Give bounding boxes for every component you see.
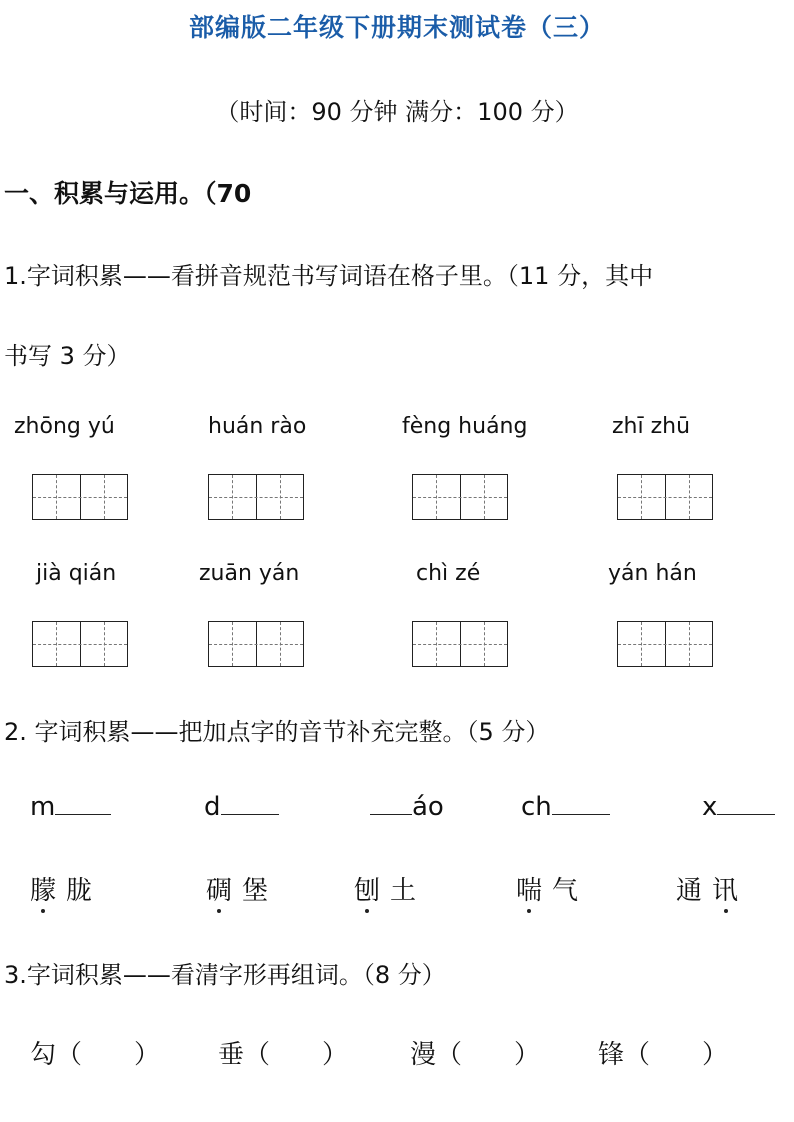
emphasis-dot — [724, 909, 728, 913]
writing-grid[interactable] — [32, 621, 128, 667]
answer-line[interactable] — [221, 813, 279, 815]
writing-grid[interactable] — [412, 621, 508, 667]
syllable-suffix: áo — [412, 792, 444, 822]
source-char: 勾 — [30, 1040, 57, 1070]
close-paren: ） — [322, 1040, 349, 1070]
source-char: 漫 — [410, 1040, 437, 1070]
section-heading: 一、积累与运用。（70 — [4, 179, 252, 208]
pinyin-label: zuān yán — [199, 561, 300, 586]
question-1-title-cont: 书写 3 分） — [4, 342, 131, 370]
open-paren: （ — [244, 1040, 271, 1070]
dotted-word: 朦胧 — [30, 876, 103, 906]
syllable-blank[interactable] — [30, 792, 111, 822]
exam-info: （时间：90 分钟 满分：100 分） — [215, 98, 579, 126]
writing-grid[interactable] — [412, 474, 508, 520]
open-paren: （ — [56, 1040, 83, 1070]
open-paren: （ — [436, 1040, 463, 1070]
pinyin-label: zhī zhū — [612, 414, 691, 439]
pinyin-label: yán hán — [608, 561, 697, 586]
page-title: 部编版二年级下册期末测试卷（三） — [188, 13, 605, 42]
dotted-word: 喘气 — [516, 876, 589, 906]
char-compose-item — [30, 1034, 160, 1071]
answer-line[interactable] — [370, 813, 412, 815]
dotted-word: 碉堡 — [206, 876, 279, 906]
emphasis-dot — [527, 909, 531, 913]
syllable-prefix: x — [702, 792, 718, 822]
pinyin-label: huán rào — [208, 414, 307, 439]
dotted-word: 通讯 — [676, 876, 749, 906]
pinyin-label: fèng huáng — [402, 414, 528, 439]
syllable-prefix: d — [204, 792, 221, 822]
syllable-prefix: m — [30, 792, 56, 822]
char-compose-item — [598, 1034, 728, 1071]
syllable-prefix: ch — [521, 792, 552, 822]
syllable-blank[interactable] — [521, 792, 610, 822]
answer-line[interactable] — [55, 813, 111, 815]
question-3-title: 3.字词积累——看清字形再组词。（8 分） — [4, 961, 446, 989]
emphasis-dot — [217, 909, 221, 913]
writing-grid[interactable] — [617, 621, 713, 667]
pinyin-label: jià qián — [36, 561, 117, 586]
writing-grid[interactable] — [617, 474, 713, 520]
close-paren: ） — [702, 1040, 729, 1070]
pinyin-label: chì zé — [416, 561, 481, 586]
emphasis-dot — [41, 909, 45, 913]
open-paren: （ — [624, 1040, 651, 1070]
char-compose-item — [218, 1034, 348, 1071]
syllable-blank[interactable] — [204, 792, 279, 822]
pinyin-label: zhōng yú — [14, 414, 115, 439]
source-char: 锋 — [598, 1040, 625, 1070]
source-char: 垂 — [218, 1040, 245, 1070]
question-2-title: 2. 字词积累——把加点字的音节补充完整。（5 分） — [4, 718, 550, 746]
writing-grid[interactable] — [208, 621, 304, 667]
answer-line[interactable] — [552, 813, 610, 815]
dotted-word: 刨土 — [354, 876, 427, 906]
question-1-title: 1.字词积累——看拼音规范书写词语在格子里。（11 分，其中 — [4, 262, 654, 290]
writing-grid[interactable] — [208, 474, 304, 520]
char-compose-item — [410, 1034, 540, 1071]
close-paren: ） — [134, 1040, 161, 1070]
answer-line[interactable] — [717, 813, 775, 815]
close-paren: ） — [514, 1040, 541, 1070]
writing-grid[interactable] — [32, 474, 128, 520]
syllable-blank[interactable] — [702, 792, 775, 822]
syllable-blank[interactable] — [370, 792, 444, 822]
emphasis-dot — [365, 909, 369, 913]
